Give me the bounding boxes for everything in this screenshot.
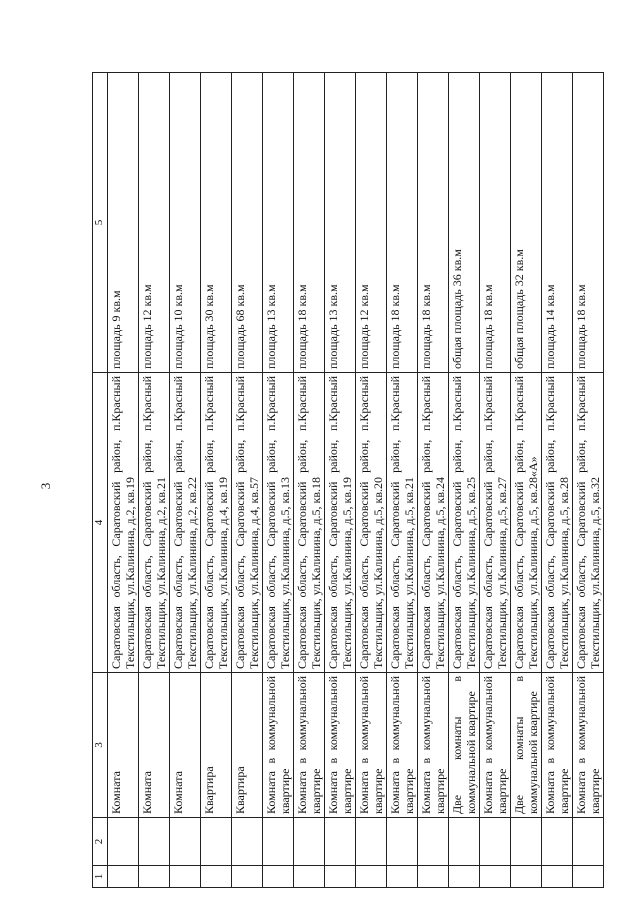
cell-col-1 bbox=[418, 866, 449, 888]
cell-object-type: Комната в коммунальной квартире bbox=[294, 673, 325, 818]
cell-area: площадь 18 кв.м bbox=[573, 73, 604, 373]
cell-address: Саратовская область, Саратовский район, п.Красный Текстильщик, ул.Калинина, д.2, кв.19 bbox=[108, 373, 139, 673]
header-col-3: 3 bbox=[93, 673, 108, 818]
cell-address: Саратовская область, Саратовский район, п.Красный Текстильщик, ул.Калинина, д.4, кв.19 bbox=[201, 373, 232, 673]
header-col-2: 2 bbox=[93, 818, 108, 866]
table-row bbox=[201, 73, 232, 888]
cell-area: общая площадь 36 кв.м bbox=[449, 73, 480, 373]
cell-object-type: Комната bbox=[139, 673, 170, 818]
cell-col-2 bbox=[418, 818, 449, 866]
header-col-4: 4 bbox=[93, 373, 108, 673]
cell-object-type: Комната в коммунальной квартире bbox=[356, 673, 387, 818]
table-row bbox=[294, 73, 325, 888]
cell-address: Саратовская область, Саратовский район, п.Красный Текстильщик, ул.Калинина, д.5, кв.32 bbox=[573, 373, 604, 673]
table-row bbox=[325, 73, 356, 888]
cell-address: Саратовская область, Саратовский район, п.Красный Текстильщик, ул.Калинина, д.5, кв.21 bbox=[387, 373, 418, 673]
cell-address: Саратовская область, Саратовский район, п.Красный Текстильщик, ул.Калинина, д.5, кв.27 bbox=[480, 373, 511, 673]
header-col-5: 5 bbox=[93, 73, 108, 373]
cell-address: Саратовская область, Саратовский район, п.Красный Текстильщик, ул.Калинина, д.4, кв.57 bbox=[232, 373, 263, 673]
cell-object-type: Комната в коммунальной квартире bbox=[418, 673, 449, 818]
cell-address: Саратовская область, Саратовский район, п.Красный Текстильщик, ул.Калинина, д.5, кв.28«А» bbox=[511, 373, 542, 673]
cell-object-type: Две комнаты в коммунальной квартире bbox=[449, 673, 480, 818]
table-row bbox=[356, 73, 387, 888]
cell-area: площадь 18 кв.м bbox=[387, 73, 418, 373]
cell-col-2 bbox=[201, 818, 232, 866]
cell-col-2 bbox=[325, 818, 356, 866]
table-row bbox=[480, 73, 511, 888]
cell-col-1 bbox=[480, 866, 511, 888]
table-row bbox=[139, 73, 170, 888]
cell-address: Саратовская область, Саратовский район, п.Красный Текстильщик, ул.Калинина, д.5, кв.25 bbox=[449, 373, 480, 673]
cell-col-2 bbox=[356, 818, 387, 866]
cell-col-1 bbox=[542, 866, 573, 888]
cell-col-2 bbox=[387, 818, 418, 866]
cell-col-1 bbox=[232, 866, 263, 888]
cell-col-2 bbox=[263, 818, 294, 866]
cell-area: площадь 13 кв.м bbox=[325, 73, 356, 373]
cell-address: Саратовская область, Саратовский район, п.Красный Текстильщик, ул.Калинина, д.2, кв.21 bbox=[139, 373, 170, 673]
table-row bbox=[108, 73, 139, 888]
cell-area: площадь 13 кв.м bbox=[263, 73, 294, 373]
cell-col-2 bbox=[294, 818, 325, 866]
table-row bbox=[387, 73, 418, 888]
cell-col-2 bbox=[108, 818, 139, 866]
cell-object-type: Комната в коммунальной квартире bbox=[263, 673, 294, 818]
cell-address: Саратовская область, Саратовский район, п.Красный Текстильщик, ул.Калинина, д.5, кв.18 bbox=[294, 373, 325, 673]
cell-object-type: Две комнаты в коммунальной квартире bbox=[511, 673, 542, 818]
table-row bbox=[418, 73, 449, 888]
cell-area: площадь 14 кв.м bbox=[542, 73, 573, 373]
cell-area: площадь 18 кв.м bbox=[294, 73, 325, 373]
cell-area: общая площадь 32 кв.м bbox=[511, 73, 542, 373]
document-table-frame bbox=[92, 73, 602, 888]
cell-col-1 bbox=[387, 866, 418, 888]
cell-address: Саратовская область, Саратовский район, п.Красный Текстильщик, ул.Калинина, д.5, кв.19 bbox=[325, 373, 356, 673]
table-row bbox=[232, 73, 263, 888]
cell-object-type: Квартира bbox=[232, 673, 263, 818]
header-col-1: 1 bbox=[93, 866, 108, 888]
cell-area: площадь 10 кв.м bbox=[170, 73, 201, 373]
cell-col-1 bbox=[201, 866, 232, 888]
cell-col-1 bbox=[263, 866, 294, 888]
cell-area: площадь 68 кв.м bbox=[232, 73, 263, 373]
cell-object-type: Комната в коммунальной квартире bbox=[480, 673, 511, 818]
cell-col-2 bbox=[449, 818, 480, 866]
cell-address: Саратовская область, Саратовский район, п.Красный Текстильщик, ул.Калинина, д.2, кв.22 bbox=[170, 373, 201, 673]
table-row bbox=[449, 73, 480, 888]
cell-col-1 bbox=[170, 866, 201, 888]
cell-col-1 bbox=[294, 866, 325, 888]
table-header-row bbox=[93, 73, 108, 888]
cell-col-1 bbox=[449, 866, 480, 888]
cell-area: площадь 18 кв.м bbox=[418, 73, 449, 373]
cell-object-type: Комната bbox=[108, 673, 139, 818]
cell-area: площадь 12 кв.м bbox=[139, 73, 170, 373]
cell-col-1 bbox=[511, 866, 542, 888]
cell-col-2 bbox=[573, 818, 604, 866]
cell-col-2 bbox=[139, 818, 170, 866]
cell-address: Саратовская область, Саратовский район, п.Красный Текстильщик, ул.Калинина, д.5, кв.28 bbox=[542, 373, 573, 673]
cell-area: площадь 9 кв.м bbox=[108, 73, 139, 373]
page-number: 3 bbox=[38, 482, 53, 490]
cell-col-1 bbox=[356, 866, 387, 888]
table-row bbox=[542, 73, 573, 888]
cell-col-2 bbox=[542, 818, 573, 866]
table-row bbox=[511, 73, 542, 888]
cell-object-type: Комната в коммунальной квартире bbox=[325, 673, 356, 818]
table-row bbox=[573, 73, 604, 888]
cell-col-1 bbox=[108, 866, 139, 888]
cell-col-2 bbox=[170, 818, 201, 866]
cell-object-type: Комната в коммунальной квартире bbox=[573, 673, 604, 818]
property-table bbox=[92, 72, 604, 888]
cell-object-type: Квартира bbox=[201, 673, 232, 818]
cell-col-1 bbox=[325, 866, 356, 888]
cell-col-2 bbox=[232, 818, 263, 866]
cell-col-2 bbox=[511, 818, 542, 866]
cell-col-1 bbox=[139, 866, 170, 888]
rotated-table-container bbox=[92, 73, 602, 888]
cell-address: Саратовская область, Саратовский район, п.Красный Текстильщик, ул.Калинина, д.5, кв.24 bbox=[418, 373, 449, 673]
cell-area: площадь 18 кв.м bbox=[480, 73, 511, 373]
cell-object-type: Комната в коммунальной квартире bbox=[387, 673, 418, 818]
table-body bbox=[108, 73, 604, 888]
cell-address: Саратовская область, Саратовский район, п.Красный Текстильщик, ул.Калинина, д.5, кв.13 bbox=[263, 373, 294, 673]
cell-col-1 bbox=[573, 866, 604, 888]
table-row bbox=[263, 73, 294, 888]
cell-col-2 bbox=[480, 818, 511, 866]
cell-object-type: Комната в коммунальной квартире bbox=[542, 673, 573, 818]
cell-address: Саратовская область, Саратовский район, п.Красный Текстильщик, ул.Калинина, д.5, кв.20 bbox=[356, 373, 387, 673]
cell-area: площадь 12 кв.м bbox=[356, 73, 387, 373]
cell-area: площадь 30 кв.м bbox=[201, 73, 232, 373]
cell-object-type: Комната bbox=[170, 673, 201, 818]
table-row bbox=[170, 73, 201, 888]
